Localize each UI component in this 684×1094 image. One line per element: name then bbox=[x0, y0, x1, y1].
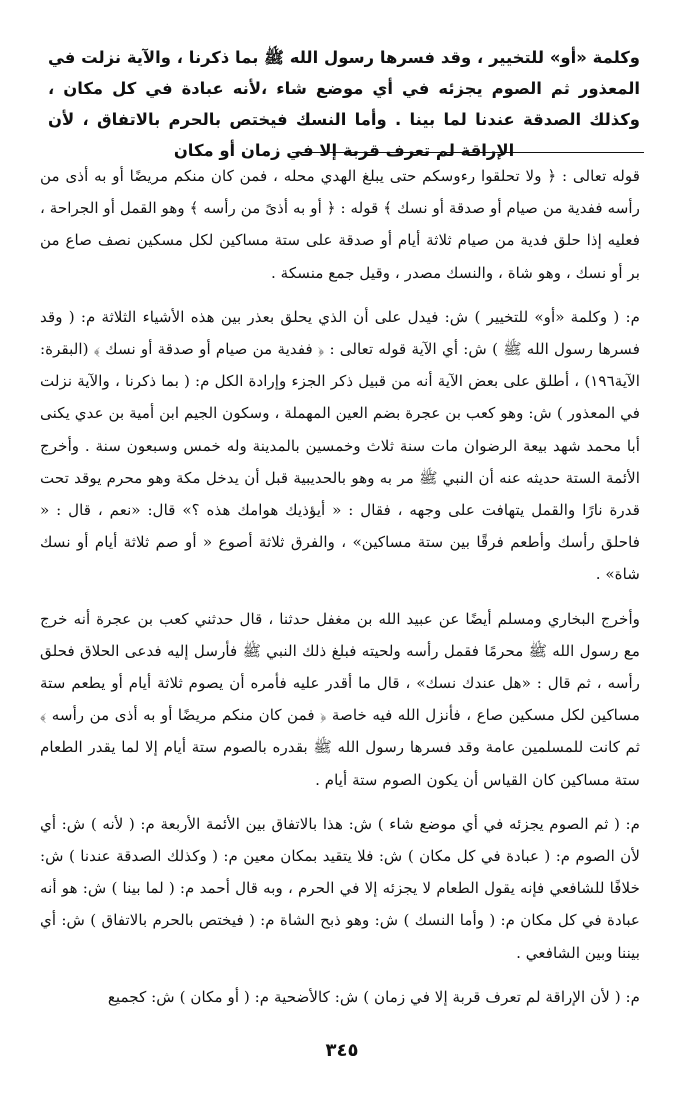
commentary-paragraph: م: ( لأن الإراقة لم تعرف قربة إلا في زمان ) ش: كالأضحية م: ( أو مكان ) ش: كجميع bbox=[107, 987, 640, 1006]
main-text: وكلمة «أو» للتخيير ، وقد فسرها رسول الله ﷺ بما ذكرنا ، والآية نزلت في المعذور ثم الصوم يجزئه في أي موضع شاء ،لأنه عبادة في كل مكان ، وكذلك الصدقة عندنا لما بينا . وأما النسك فيختص بالحرم بالاتفاق ، لأن الإراقة لم تعرف قربة إلا في زمان أو مكان bbox=[48, 48, 640, 160]
main-text-block bbox=[48, 42, 640, 166]
page-number: ٣٤٥ bbox=[325, 1040, 359, 1061]
commentary-block bbox=[40, 160, 640, 1013]
commentary-paragraph: وأخرج البخاري ومسلم أيضًا عن عبيد الله بن مغفل حدثنا ، قال حدثني كعب بن عجرة أنه خرج مع رسول الله ﷺ محرمًا فقمل رأسه ولحيته فبلغ ذلك النبي ﷺ فأرسل إليه فدعى الحلاق فحلق رأسه ، ثم قال : «هل عندك نسك» ، قال ما أقدر عليه فأمره أن يصوم ثلاثة أيام أو يطعم ستة مساكين لكل مسكين صاع ، فأنزل الله فيه خاصة ﴿ فمن كان منكم مريضًا أو به أذى من رأسه ﴾ ثم كانت للمسلمين عامة وقد فسرها رسول الله ﷺ بقدره بالصوم ستة أيام إلا لما يقدر الطعام ستة مساكين كان القياس أن يكون الصوم ستة أيام . bbox=[40, 609, 640, 789]
commentary-paragraph: م: ( وكلمة «أو» للتخيير ) ش: فيدل على أن الذي يحلق بعذر بين هذه الأشياء الثلاثة م: ( وقد فسرها رسول الله ﷺ ) ش: أي الآية قوله تعالى : ﴿ ففدية من صيام أو صدقة أو نسك ﴾ (البقرة: الآية١٩٦) ، أطلق على بعض الآية أنه من قبيل ذكر الجزء وإرادة الكل م: ( بما ذكرنا ، والآية نزلت في المعذور ) ش: وهو كعب بن عجرة بضم العين المهملة ، وسكون الجيم ابن أمية بن عدي يكنى أبا محمد شهد بيعة الرضوان مات سنة ثلاث وخمسين بالمدينة وله خمس وسبعون سنة . وأخرج الأئمة الستة حديثه عنه أن النبي ﷺ مر به وهو بالحديبية قبل أن يدخل مكة وهو محرم يوقد تحت قدرة نارًا والقمل يتهافت على وجهه ، فقال : « أيؤذيك هوامك هذه ؟» قال: «نعم ، قال : « فاحلق رأسك وأطعم فرقًا بين ستة مساكين» ، والفرق ثلاثة أصوع « أو صم ثلاثة أيام أو نسك شاة» . bbox=[40, 307, 640, 584]
section-divider bbox=[292, 152, 644, 153]
commentary-paragraph: قوله تعالى : ﴿ ولا تحلقوا رءوسكم حتى يبلغ الهدي محله ، فمن كان منكم مريضًا أو به أذى من رأسه ففدية من صيام أو صدقة أو نسك ﴾ قوله : ﴿ أو به أذىً من رأسه ﴾ وهو القمل أو الجراحة ، فعليه إذا حلق فدية من صيام ثلاثة أيام أو صدقة على ستة مساكين لكل مسكين نصف صاع من بر أو نسك ، وهو شاة ، والنسك مصدر ، وقيل جمع منسكة . bbox=[40, 167, 640, 282]
commentary-paragraph: م: ( ثم الصوم يجزئه في أي موضع شاء ) ش: هذا بالاتفاق بين الأئمة الأربعة م: ( لأنه ) ش: أي لأن الصوم م: ( عبادة في كل مكان ) ش: فلا يتقيد بمكان معين م: ( وكذلك الصدقة عندنا ) ش: خلافًا للشافعي فإنه يقول الطعام لا يجزئه إلا في الحرم ، وبه قال أحمد م: ( لما بينا ) ش: هو أنه عبادة في كل مكان م: ( وأما النسك ) ش: وهو ذبح الشاة م: ( فيختص بالحرم بالاتفاق ) ش: أي بيننا وبين الشافعي . bbox=[40, 814, 640, 962]
